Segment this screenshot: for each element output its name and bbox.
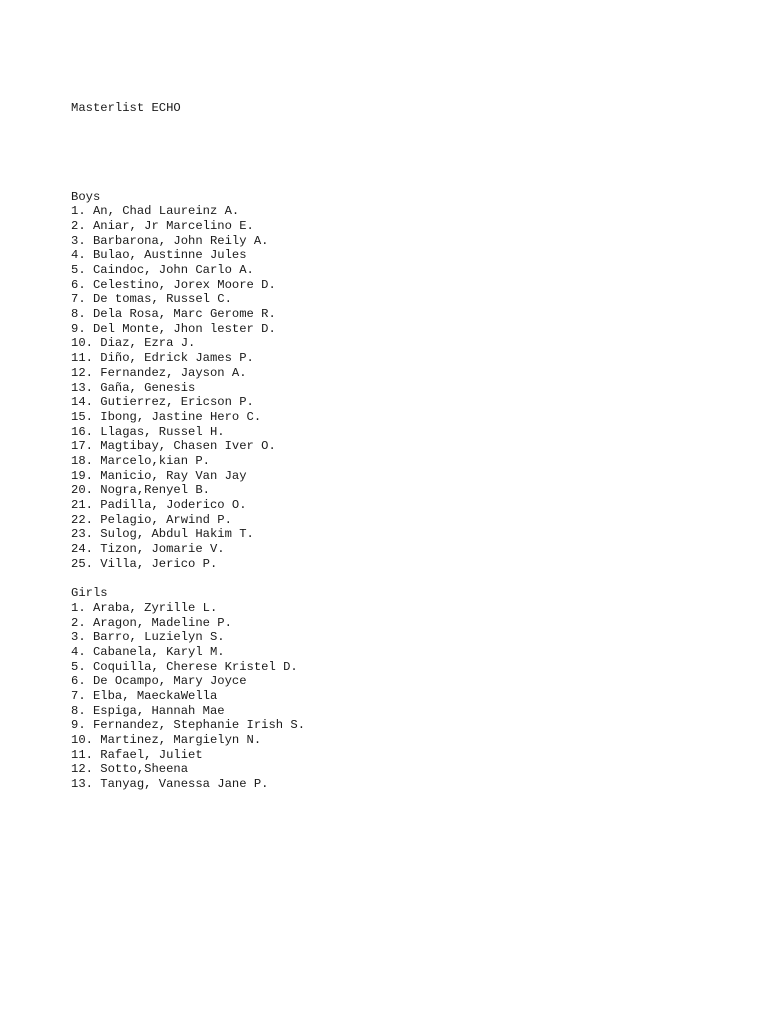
- list-item: 4. Cabanela, Karyl M.: [71, 644, 225, 659]
- section-heading-boys: Boys: [71, 189, 101, 204]
- list-item: 13. Gaña, Genesis: [71, 380, 196, 395]
- list-item: 7. Elba, MaeckaWella: [71, 688, 218, 703]
- list-item: 24. Tizon, Jomarie V.: [71, 542, 225, 557]
- list-item: 5. Coquilla, Cherese Kristel D.: [71, 659, 298, 674]
- list-item: 5. Caindoc, John Carlo A.: [71, 263, 254, 278]
- spacer: [71, 146, 691, 161]
- list-item: 18. Marcelo,kian P.: [71, 453, 210, 468]
- list-item: 20. Nogra,Renyel B.: [71, 483, 210, 498]
- list-item: 21. Padilla, Joderico O.: [71, 498, 247, 513]
- list-item: 1. An, Chad Laureinz A.: [71, 204, 240, 219]
- spacer: [71, 571, 691, 586]
- list-item: 1. Araba, Zyrille L.: [71, 600, 218, 615]
- list-item: 8. Dela Rosa, Marc Gerome R.: [71, 307, 276, 322]
- list-item: 10. Diaz, Ezra J.: [71, 336, 196, 351]
- list-item: 6. De Ocampo, Mary Joyce: [71, 674, 247, 689]
- list-item: 9. Del Monte, Jhon lester D.: [71, 321, 276, 336]
- list-item: 13. Tanyag, Vanessa Jane P.: [71, 777, 269, 792]
- list-item: 14. Gutierrez, Ericson P.: [71, 395, 254, 410]
- list-item: 19. Manicio, Ray Van Jay: [71, 468, 247, 483]
- list-item: 16. Llagas, Russel H.: [71, 424, 225, 439]
- list-item: 6. Celestino, Jorex Moore D.: [71, 277, 276, 292]
- section-heading-girls: Girls: [71, 586, 108, 601]
- document-page: [71, 72, 691, 806]
- list-item: 2. Aniar, Jr Marcelino E.: [71, 218, 254, 233]
- list-item: 11. Rafael, Juliet: [71, 747, 203, 762]
- list-item: 23. Sulog, Abdul Hakim T.: [71, 527, 254, 542]
- list-item: 7. De tomas, Russel C.: [71, 292, 232, 307]
- list-item: 3. Barro, Luzielyn S.: [71, 630, 225, 645]
- document-title: Masterlist ECHO: [71, 101, 181, 116]
- list-item: 8. Espiga, Hannah Mae: [71, 703, 225, 718]
- list-item: 22. Pelagio, Arwind P.: [71, 512, 232, 527]
- list-item: 9. Fernandez, Stephanie Irish S.: [71, 718, 306, 733]
- list-item: 25. Villa, Jerico P.: [71, 556, 218, 571]
- list-item: 3. Barbarona, John Reily A.: [71, 233, 269, 248]
- sections-container: [71, 190, 691, 792]
- list-item: 2. Aragon, Madeline P.: [71, 615, 232, 630]
- list-item: 10. Martinez, Margielyn N.: [71, 733, 262, 748]
- list-item: 12. Sotto,Sheena: [71, 762, 189, 777]
- list-item: 11. Diño, Edrick James P.: [71, 351, 254, 366]
- list-item: 17. Magtibay, Chasen Iver O.: [71, 439, 276, 454]
- list-item: 4. Bulao, Austinne Jules: [71, 248, 247, 263]
- list-item: 15. Ibong, Jastine Hero C.: [71, 409, 262, 424]
- list-item: 12. Fernandez, Jayson A.: [71, 365, 247, 380]
